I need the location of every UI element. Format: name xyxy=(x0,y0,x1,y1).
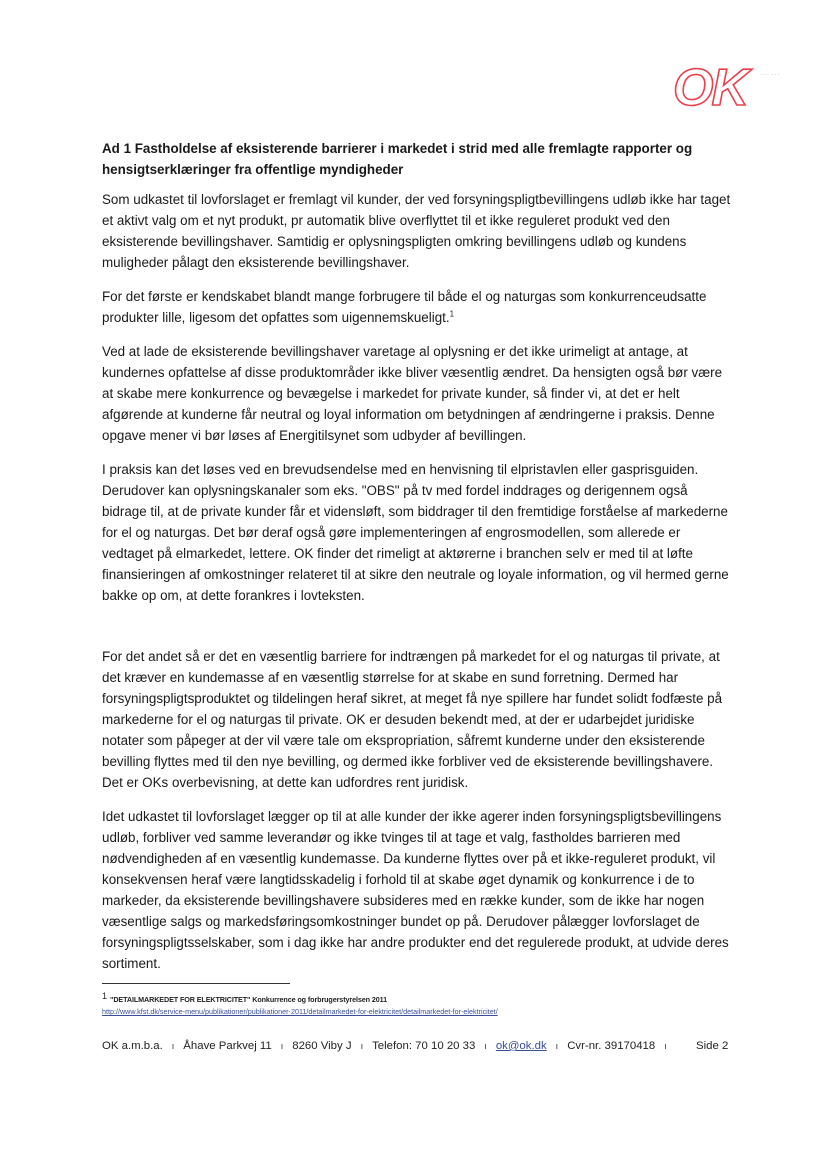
section-heading: Ad 1 Fastholdelse af eksisterende barrierer i markedet i strid med alle fremlagte rapporter og hensigtserklæringer fra offentlige myndigheder xyxy=(102,141,693,177)
footer-separator: ı xyxy=(280,1041,284,1051)
paragraph-2 xyxy=(102,286,732,328)
footer-separator: ı xyxy=(171,1041,175,1051)
footer-separator: ı xyxy=(360,1041,364,1051)
footer-company: OK a.m.b.a. xyxy=(102,1040,163,1052)
footnote xyxy=(102,990,742,1018)
paragraph-6: Idet udkastet til lovforslaget lægger op til at alle kunder der ikke agerer inden forsyningspligtsbevillingens udløb, forbliver ved samme leverandør og ikke tvinges til at tage et valg, fastholdes barrieren med nødvendigheden af en væsentlig kundemasse. Da kunderne flyttes over på et ikke-reguleret produkt, vil konsekvensen heraf være langtidsskadelig i forhold til at skabe øget dynamik og konkurrence i de to markeder, da eksisterende bevillingshavere subsideres med en række kunder, som de ikke har nogen væsentlige salgs og markedsføringsomkostninger bundet op på. Derudover pålægger lovforslaget de forsyningspligtsselskaber, som i dag ikke har andre produkter end det regulerede produkt, at udvide deres sortiment. xyxy=(102,809,729,971)
paragraph-2-text: For det første er kendskabet blandt mange forbrugere til både el og naturgas som konkurrenceudsatte produkter lille, ligesom det opfattes som uigennemskueligt. xyxy=(102,289,707,325)
ok-logo: OK xyxy=(673,59,747,117)
footnote-link[interactable]: http://www.kfst.dk/service-menu/publikationer/publikationer-2011/detailmarkedet-for-elektricitet/detailmarkedet-for-elektricitet/ xyxy=(102,1007,498,1016)
footer-phone: Telefon: 70 10 20 33 xyxy=(372,1040,476,1052)
paragraph-3: Ved at lade de eksisterende bevillingshaver varetage al oplysning er det ikke urimeligt at antage, at kundernes opfattelse af disse produktområder ikke bliver væsentlig ændret. Da hensigten også bør være at skabe mere konkurrence og bevægelse i markedet for private kunder, så finder vi, at det er helt afgørende at kunderne får neutral og loyal information om betydningen af ændringerne i praksis. Denne opgave mener vi bør løses af Energitilsynet som udbyder af bevillingen. xyxy=(102,344,723,443)
footer-separator: ı xyxy=(484,1041,487,1051)
paragraph-4: I praksis kan det løses ved en brevudsendelse med en henvisning til elpristavlen eller gasprisguiden. Derudover kan oplysningskanaler som eks. "OBS" på tv med fordel inddrages og derigennem også bidrage til, at de private kunder får et vidensløft, som biddrager til den fremtidige forståelse af markederne for el og naturgas. Det bør deraf også gøre implementeringen af engrosmodellen, som allerede er vedtaget på elmarkedet, lettere. OK finder det rimeligt at aktørerne i branchen selv er med til at løfte finansieringen af omkostninger relateret til at sikre den neutrale og loyale information, og vil hermed gerne bakke op om, at dette forankres i lovteksten. xyxy=(102,462,729,603)
footnote-number: 1 xyxy=(102,990,108,1001)
footer-city: 8260 Viby J xyxy=(292,1040,352,1052)
page-footer xyxy=(102,1038,732,1054)
paragraph-5: For det andet så er det en væsentlig barriere for indtrængen på markedet for el og naturgas til private, at det kræver en kundemasse af en væsentlig størrelse for at skabe en sund forretning. Dermed har forsyningspligtsproduktet og tildelingen heraf sikret, at meget få nye spillere har fundet solidt fodfæste på markederne for el og naturgas til private. OK er desuden bekendt med, at der er udarbejdet juridiske notater som påpeger at der vil være tale om ekspropriation, såfremt kunderne under den eksisterende bevilling flyttes med til den nye bevilling, og dermed ikke forbliver ved de eksisterende bevillingshavere. Det er OKs overbevisning, at dette kan udfordres rent juridisk. xyxy=(102,649,723,790)
footnote-reference[interactable]: 1 xyxy=(449,309,455,319)
page-number: Side 2 xyxy=(696,1040,729,1052)
footnote-source: Konkurrence og forbrugerstyrelsen 2011 xyxy=(250,995,388,1004)
footnote-title: "DETAILMARKEDET FOR ELEKTRICITET" xyxy=(110,995,251,1004)
footer-address: Åhave Parkvej 11 xyxy=(183,1040,272,1052)
footer-separator: ı xyxy=(664,1041,667,1051)
footnote-divider xyxy=(102,983,290,984)
document-body xyxy=(102,138,732,987)
logo-tagline: ... ... xyxy=(760,70,781,77)
footer-separator: ı xyxy=(555,1041,559,1051)
footer-cvr: Cvr-nr. 39170418 xyxy=(567,1040,656,1052)
footer-email-link[interactable]: ok@ok.dk xyxy=(495,1040,547,1052)
paragraph-1: Som udkastet til lovforslaget er fremlagt vil kunder, der ved forsyningspligtbevillingens udløb ikke har taget et aktivt valg om et nyt produkt, pr automatik blive overflyttet til et ikke reguleret produkt ved den eksisterende bevillingshaver. Samtidig er oplysningspligten omkring bevillingens udløb og kundens muligheder pålagt den eksisterende bevillingshaver. xyxy=(102,192,731,270)
